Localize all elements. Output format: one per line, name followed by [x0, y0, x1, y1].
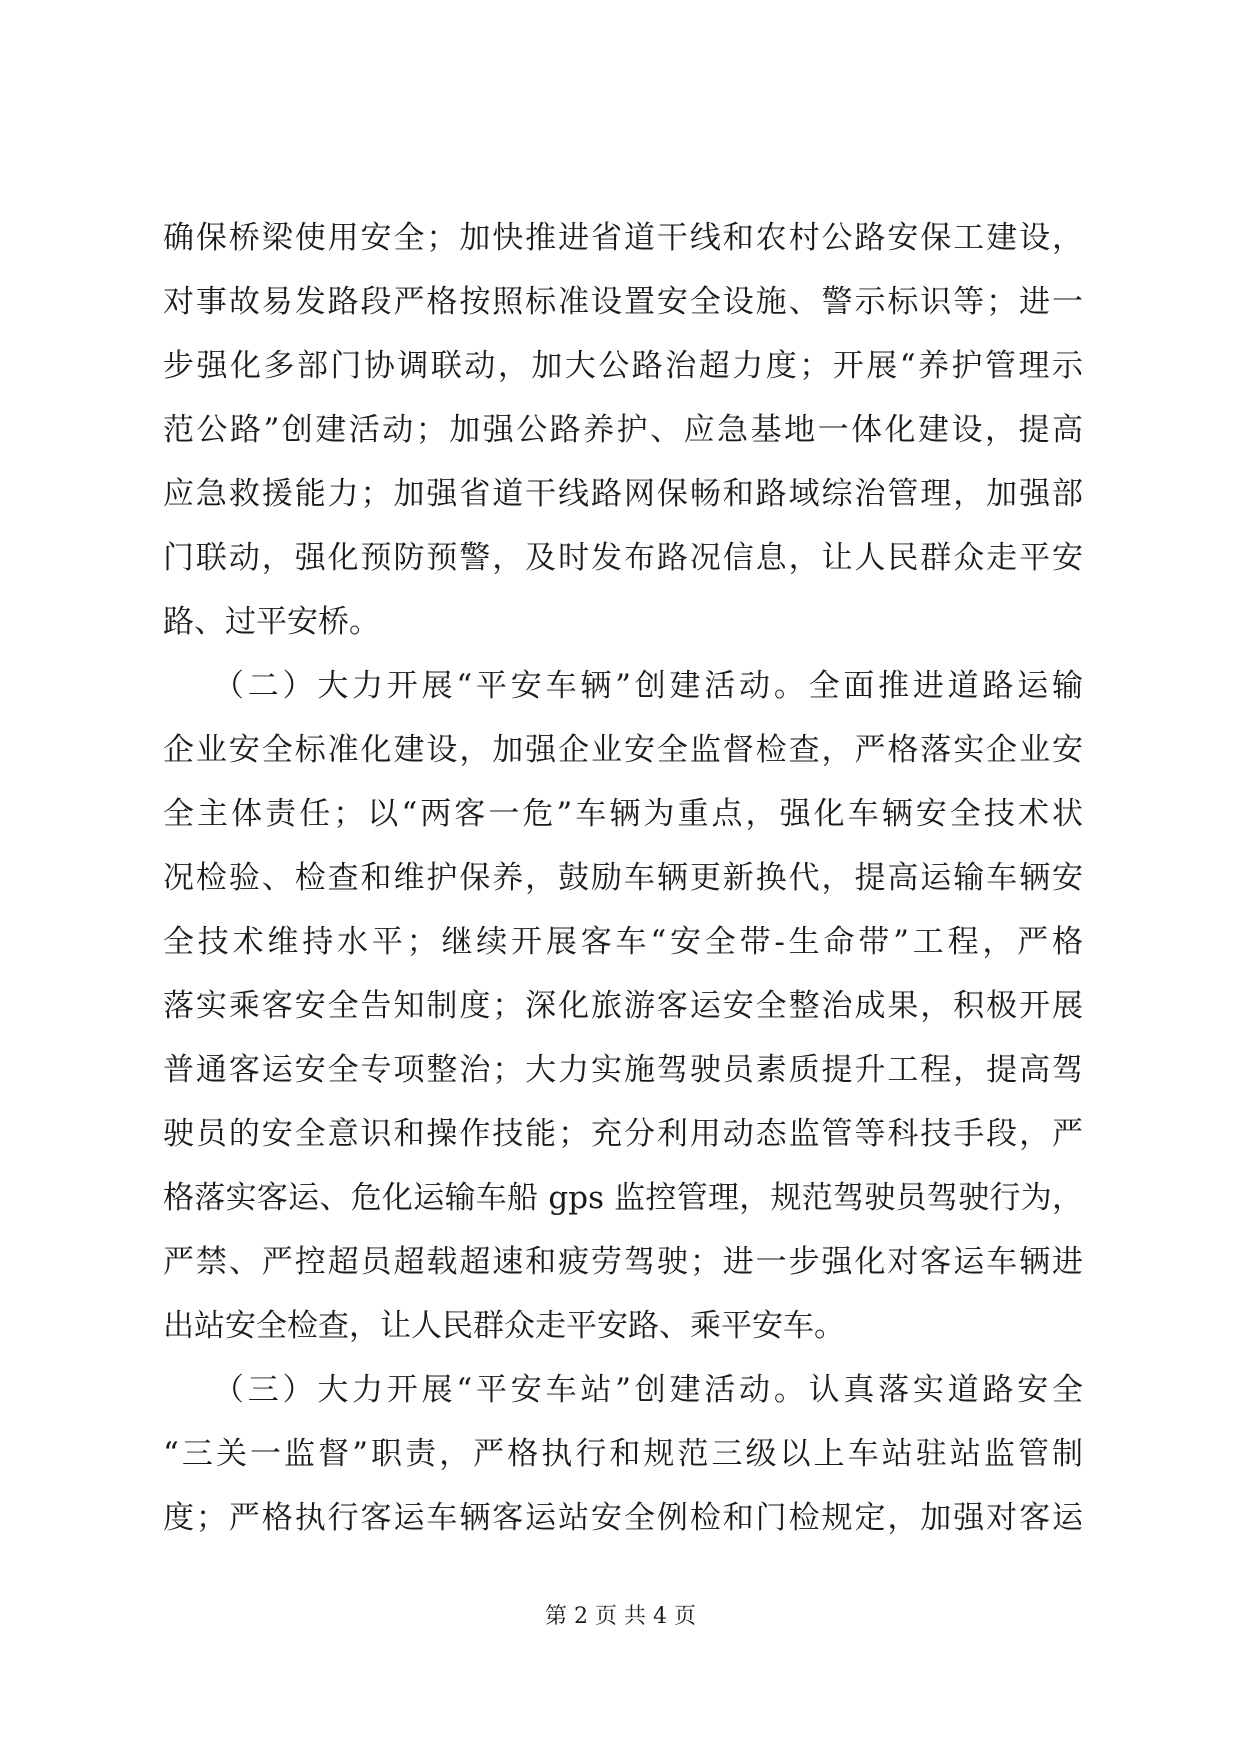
text-line: 应急救援能力；加强省道干线路网保畅和路域综治管理，加强部: [163, 476, 1083, 512]
text-line: 落实乘客安全告知制度；深化旅游客运安全整治成果，积极开展: [163, 988, 1083, 1024]
text-line: 出站安全检查，让人民群众走平安路、乘平安车。: [163, 1308, 845, 1344]
text-line: 步强化多部门协调联动，加大公路治超力度；开展“养护管理示: [163, 348, 1083, 384]
text-line: 格落实客运、危化运输车船 gps 监控管理，规范驾驶员驾驶行为，: [163, 1180, 1083, 1216]
text-line: 门联动，强化预防预警，及时发布路况信息，让人民群众走平安: [163, 540, 1083, 576]
text-line: 路、过平安桥。: [163, 604, 380, 640]
text-line: 确保桥梁使用安全；加快推进省道干线和农村公路安保工建设，: [163, 220, 1083, 256]
text-line: 全主体责任；以“两客一危”车辆为重点，强化车辆安全技术状: [163, 796, 1083, 832]
document-body: [163, 206, 1083, 1550]
paragraph-heading-line: （三）大力开展“平安车站”创建活动。认真落实道路安全: [213, 1372, 1083, 1408]
text-line: 况检验、检查和维护保养，鼓励车辆更新换代，提高运输车辆安: [163, 860, 1083, 896]
text-line: 严禁、严控超员超载超速和疲劳驾驶；进一步强化对客运车辆进: [163, 1244, 1083, 1280]
page-number-footer: 第 2 页 共 4 页: [545, 1604, 696, 1629]
text-line: 度；严格执行客运车辆客运站安全例检和门检规定，加强对客运: [163, 1500, 1083, 1536]
text-line: 全技术维持水平；继续开展客车“安全带-生命带”工程，严格: [163, 924, 1083, 960]
text-line: 企业安全标准化建设，加强企业安全监督检查，严格落实企业安: [163, 732, 1083, 768]
text-line: “三关一监督”职责，严格执行和规范三级以上车站驻站监管制: [163, 1436, 1083, 1472]
text-line: 范公路”创建活动；加强公路养护、应急基地一体化建设，提高: [163, 412, 1083, 448]
text-line: 驶员的安全意识和操作技能；充分利用动态监管等科技手段，严: [163, 1116, 1083, 1152]
text-line: 对事故易发路段严格按照标准设置安全设施、警示标识等；进一: [163, 284, 1083, 320]
text-line: 普通客运安全专项整治；大力实施驾驶员素质提升工程，提高驾: [163, 1052, 1083, 1088]
paragraph-heading-line: （二）大力开展“平安车辆”创建活动。全面推进道路运输: [213, 668, 1083, 704]
